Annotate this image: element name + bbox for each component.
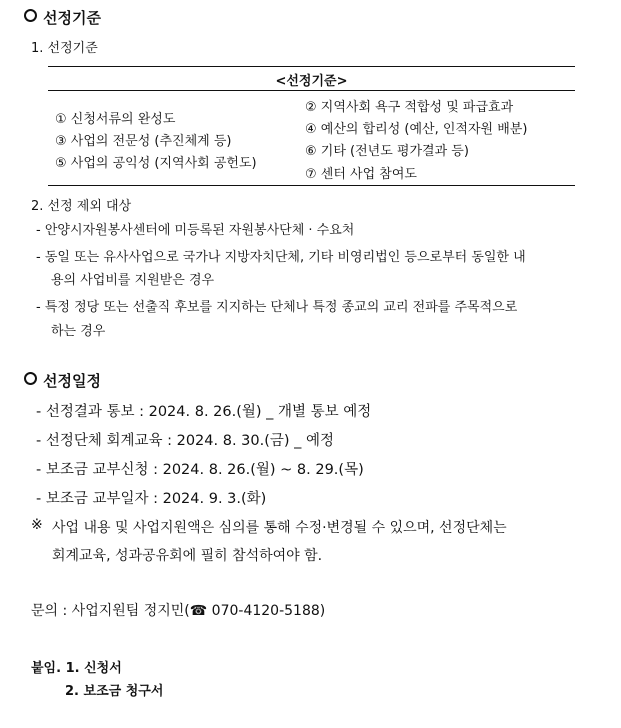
criteria-left-item: ⑤ 사업의 공익성 (지역사회 공헌도) bbox=[55, 156, 257, 171]
note-text-cont: 회계교육, 성과공유회에 필히 참석하여야 함. bbox=[52, 548, 323, 564]
note-text: 사업 내용 및 사업지원액은 심의를 통해 수정·변경될 수 있으며, 선정단체는 bbox=[52, 520, 507, 536]
schedule-item: - 선정단체 회계교육 : 2024. 8. 30.(금) _ 예정 bbox=[36, 433, 335, 449]
circle-bullet-icon bbox=[24, 9, 37, 22]
attachment-item: 1. 신청서 bbox=[65, 661, 122, 676]
criteria-right-item: ④ 예산의 합리성 (예산, 인적자원 배분) bbox=[305, 122, 528, 137]
table-top-rule bbox=[48, 66, 575, 67]
note-mark: ※ bbox=[31, 517, 43, 533]
section-title-text: 선정일정 bbox=[43, 372, 101, 390]
criteria-left-item: ③ 사업의 전문성 (추진체계 등) bbox=[55, 134, 232, 149]
section-title-criteria bbox=[24, 7, 101, 28]
attachments-line bbox=[31, 657, 122, 676]
table-header-rule bbox=[48, 90, 575, 91]
table-bottom-rule bbox=[48, 185, 575, 186]
exclusion-item: - 동일 또는 유사사업으로 국가나 지방자치단체, 기타 비영리법인 등으로부터 동일한 내 bbox=[36, 250, 526, 265]
schedule-item: - 보조금 교부일자 : 2024. 9. 3.(화) bbox=[36, 491, 267, 507]
section-title-schedule bbox=[24, 370, 101, 391]
contact-prefix: 문의 : 사업지원팀 정지민( bbox=[31, 603, 190, 619]
criteria-left-item: ① 신청서류의 완성도 bbox=[55, 112, 176, 127]
circle-bullet-icon bbox=[24, 372, 37, 385]
exclusion-item-cont: 용의 사업비를 지원받은 경우 bbox=[51, 273, 215, 288]
table-caption: <선정기준> bbox=[275, 74, 348, 89]
contact-line bbox=[31, 600, 325, 620]
attachment-item: 2. 보조금 청구서 bbox=[65, 684, 164, 699]
exclusion-item: - 안양시자원봉사센터에 미등록된 자원봉사단체 · 수요처 bbox=[36, 223, 355, 238]
contact-phone: 070-4120-5188) bbox=[207, 603, 326, 619]
subsection-2-label: 2. 선정 제외 대상 bbox=[31, 199, 132, 214]
attachments-label: 붙임. bbox=[31, 661, 62, 676]
exclusion-item-cont: 하는 경우 bbox=[51, 324, 106, 339]
schedule-item: - 선정결과 통보 : 2024. 8. 26.(월) _ 개별 통보 예정 bbox=[36, 404, 372, 420]
criteria-right-item: ② 지역사회 욕구 적합성 및 파급효과 bbox=[305, 100, 514, 115]
subsection-1-label: 1. 선정기준 bbox=[31, 41, 98, 56]
section-title-text: 선정기준 bbox=[43, 9, 101, 27]
exclusion-item: - 특정 정당 또는 선출직 후보를 지지하는 단체나 특정 종교의 교리 전파를 주목적으로 bbox=[36, 300, 518, 315]
criteria-right-item: ⑦ 센터 사업 참여도 bbox=[305, 167, 417, 182]
criteria-right-item: ⑥ 기타 (전년도 평가결과 등) bbox=[305, 144, 469, 159]
phone-icon: ☎ bbox=[189, 603, 208, 619]
schedule-item: - 보조금 교부신청 : 2024. 8. 26.(월) ~ 8. 29.(목) bbox=[36, 462, 364, 478]
